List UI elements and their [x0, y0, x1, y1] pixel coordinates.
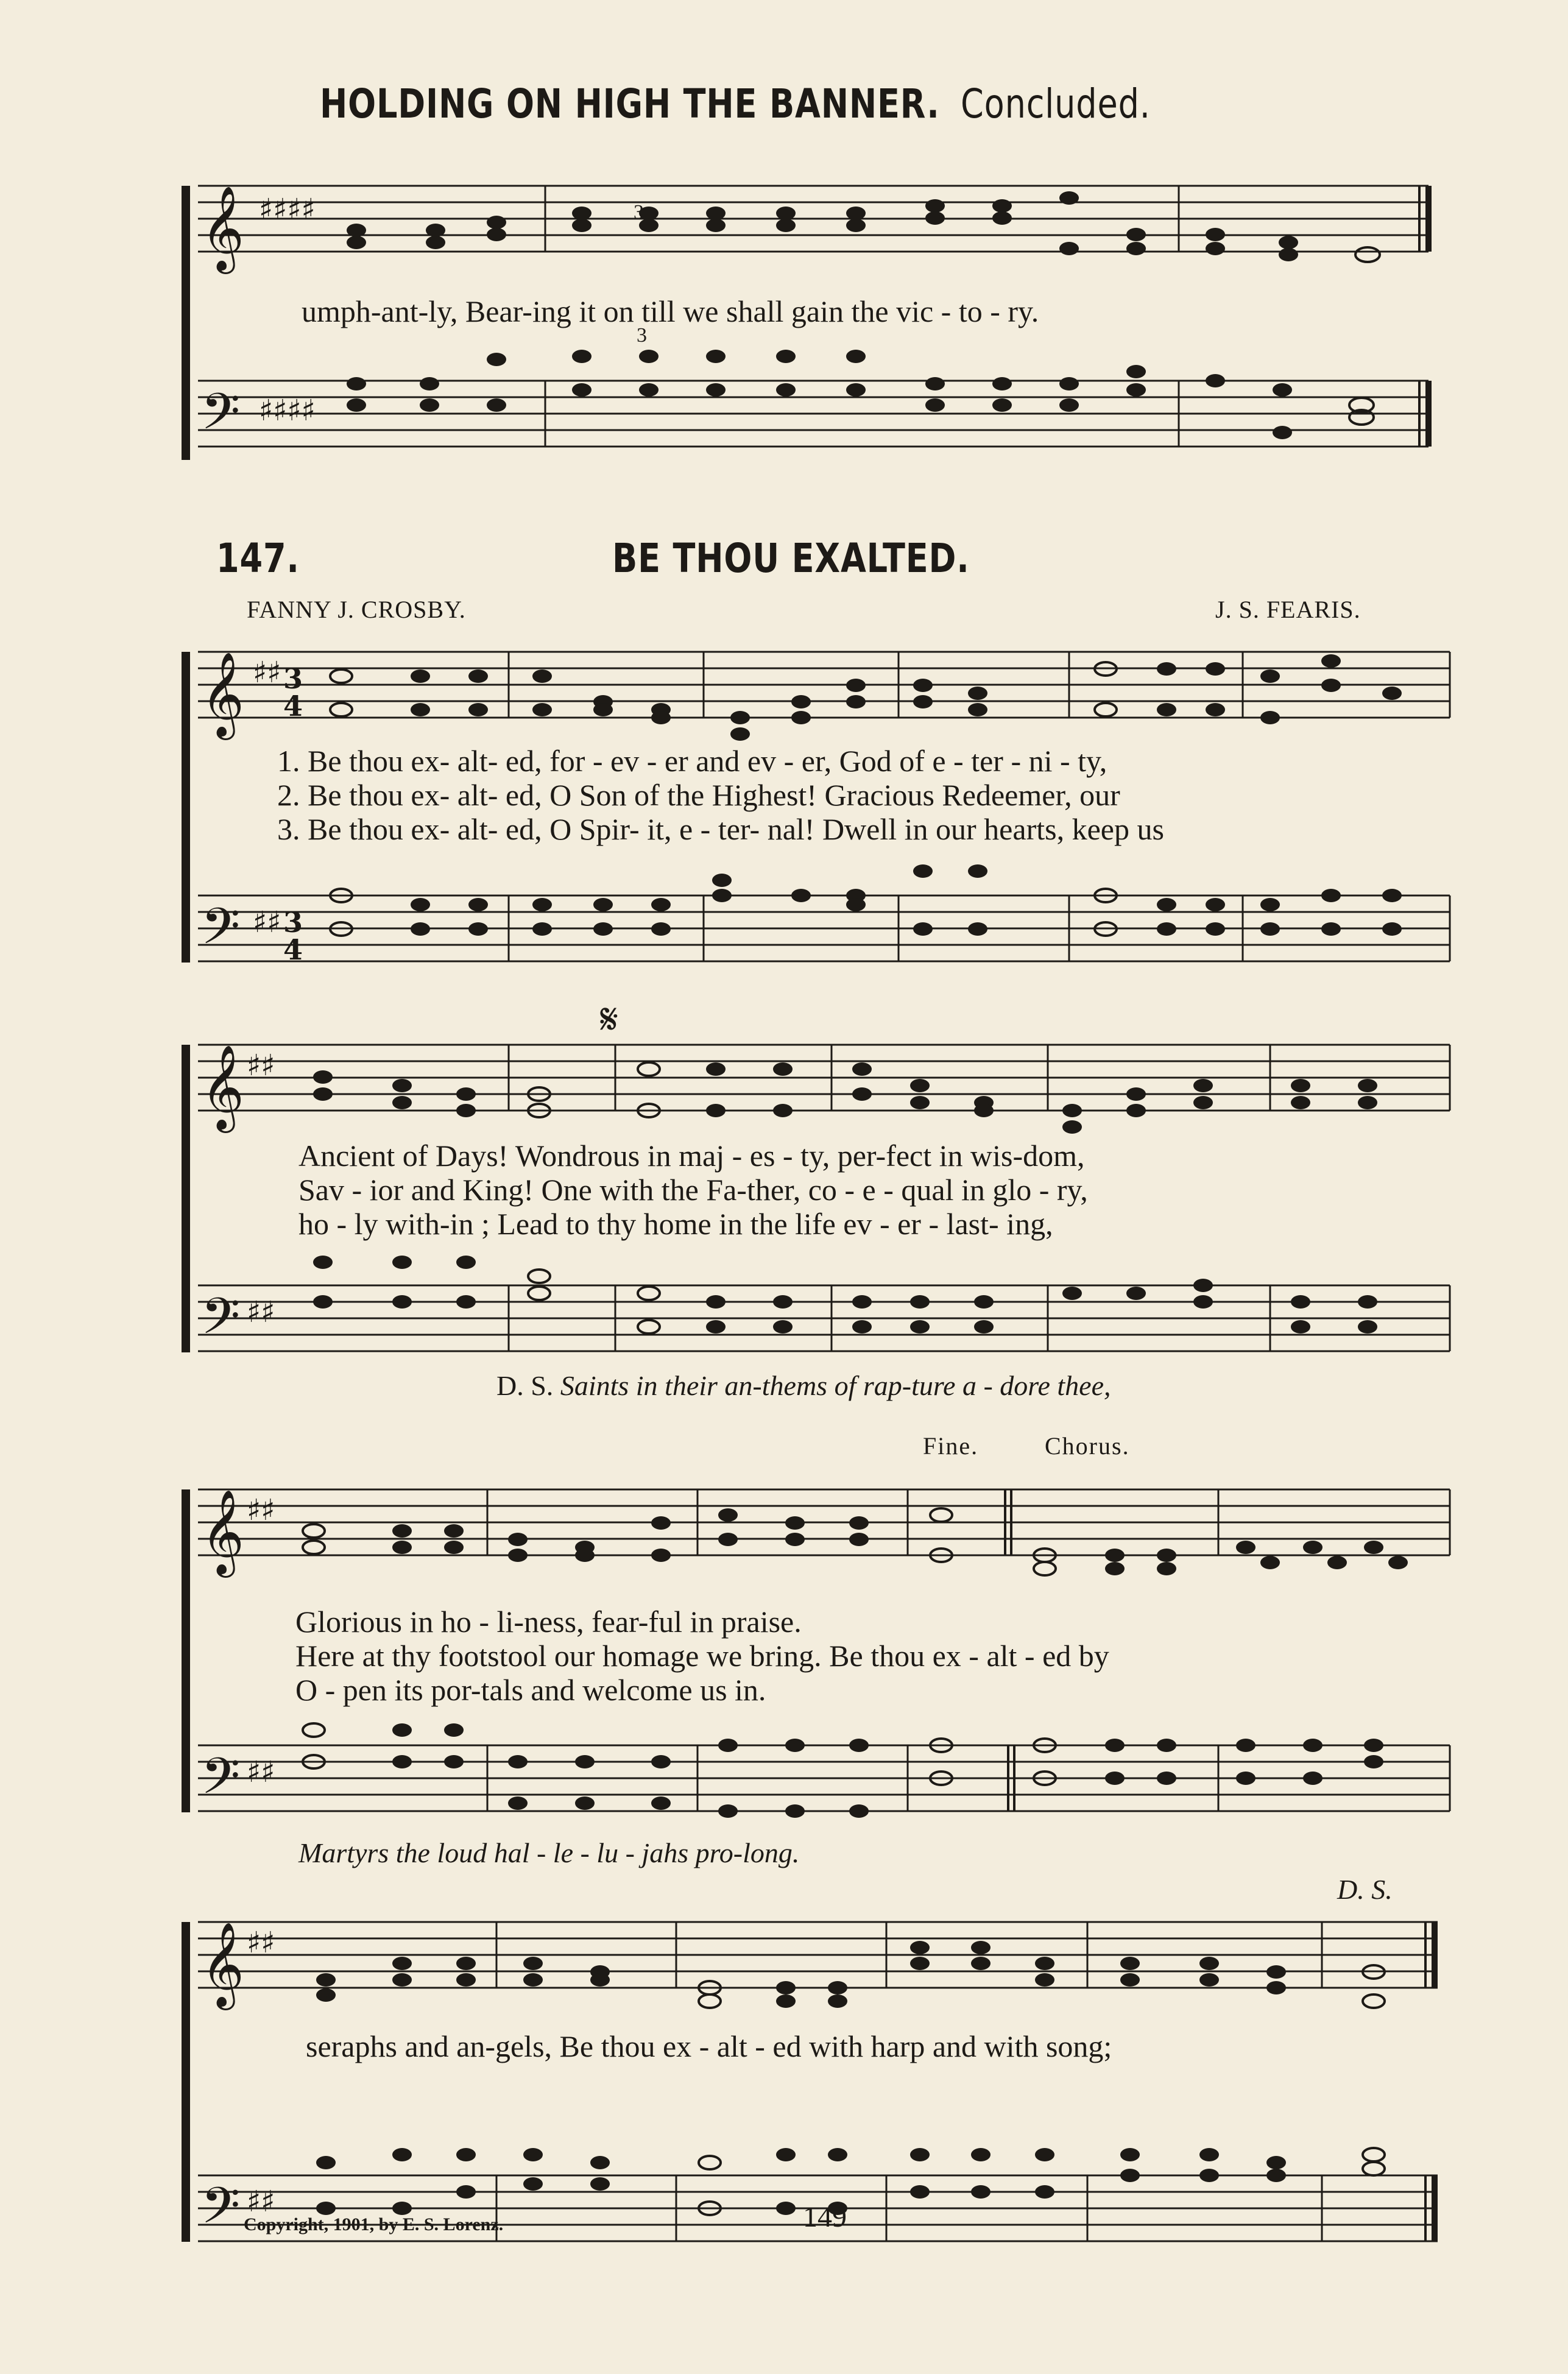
verse-3-line-3: O - pen its por-tals and welcome us in. [295, 1673, 766, 1707]
svg-text:♯♯: ♯♯ [247, 1755, 275, 1789]
svg-text:♯♯♯♯: ♯♯♯♯ [259, 394, 316, 428]
verse-1-line-3: Glorious in ho - li-ness, fear-ful in praise. [295, 1605, 802, 1639]
svg-text:3: 3 [283, 906, 303, 939]
svg-text:𝄞: 𝄞 [201, 652, 244, 737]
hymn-title: BE THOU EXALTED. [612, 535, 970, 582]
hymn-number: 147. [216, 535, 300, 582]
svg-text:𝄢: 𝄢 [201, 897, 241, 968]
verse-2-line-3: Here at thy footstool our homage we bring. Be thou ex - alt - ed by [295, 1639, 1109, 1673]
svg-text:♯♯: ♯♯ [247, 2185, 275, 2219]
ds-label: D. S. [496, 1370, 554, 1401]
verse-3-line-2: ho - ly with-in ; Lead to thy home in the life ev - er - last- ing, [298, 1207, 1053, 1241]
svg-text:𝄞: 𝄞 [201, 1489, 244, 1574]
svg-text:𝄞: 𝄞 [201, 186, 244, 270]
svg-text:𝄢: 𝄢 [201, 1747, 241, 1818]
svg-text:3: 3 [283, 662, 303, 695]
copyright-notice: Copyright, 1901, by E. S. Lorenz. [244, 2214, 504, 2234]
svg-text:𝄢: 𝄢 [201, 1287, 241, 1358]
svg-text:♯♯: ♯♯ [253, 655, 281, 690]
svg-text:♯♯: ♯♯ [253, 905, 281, 939]
lyric-line-concluded: umph-ant-ly, Bear-ing it on till we shall gain the vic - to - ry. [302, 294, 1039, 328]
continued-hymn-name: HOLDING ON HIGH THE BANNER. [320, 80, 940, 127]
svg-text:𝄞: 𝄞 [201, 1045, 244, 1129]
continued-hymn-title [320, 80, 1151, 127]
page-number: 149 [803, 2201, 847, 2233]
composer-credit: J. S. FEARIS. [1215, 596, 1361, 623]
svg-text:𝄞: 𝄞 [201, 1922, 244, 2007]
svg-text:♯♯: ♯♯ [247, 1926, 275, 1960]
segno-icon: 𝄋 [600, 997, 619, 1044]
verse-3-line-1: 3. Be thou ex- alt- ed, O Spir- it, e - ter- nal! Dwell in our hearts, keep us [277, 812, 1164, 846]
svg-text:4: 4 [283, 933, 303, 966]
verse-1-line-2: Ancient of Days! Wondrous in maj - es - ty, per-fect in wis-dom, [298, 1139, 1085, 1173]
svg-text:♯♯♯♯: ♯♯♯♯ [259, 193, 316, 227]
triplet-mark: 3 [637, 324, 647, 347]
lyricist-credit: FANNY J. CROSBY. [247, 596, 466, 623]
fine-marking: Fine. [923, 1432, 979, 1460]
svg-text:𝄢: 𝄢 [201, 2176, 241, 2247]
ds-line [496, 1369, 1111, 1402]
ds-mark: D. S. [1337, 1874, 1393, 1905]
verse-2-line-1: 2. Be thou ex- alt- ed, O Son of the Highest! Gracious Redeemer, our [277, 778, 1120, 812]
staff-system-concluded [180, 177, 1459, 493]
svg-text:♯♯: ♯♯ [247, 1295, 275, 1329]
ds-text: Saints in their an-thems of rap-ture a - dore thee, [560, 1370, 1111, 1401]
martyrs-line: Martyrs the loud hal - le - lu - jahs pro-long. [298, 1837, 800, 1868]
triplet-mark: 3 [634, 201, 644, 224]
svg-text:♯♯: ♯♯ [247, 1048, 275, 1083]
svg-text:𝄢: 𝄢 [201, 382, 241, 453]
verse-1-line-1: 1. Be thou ex- alt- ed, for - ev - er and ev - er, God of e - ter - ni - ty, [277, 744, 1107, 778]
verse-2-line-2: Sav - ior and King! One with the Fa-ther, co - e - qual in glo - ry, [298, 1173, 1088, 1207]
svg-text:4: 4 [283, 690, 303, 722]
chorus-marking: Chorus. [1045, 1432, 1130, 1460]
svg-text:♯♯: ♯♯ [247, 1493, 275, 1527]
staff-system-4 [180, 1910, 1465, 2251]
chorus-lyric-line: seraphs and an-gels, Be thou ex - alt - ed with harp and with song; [306, 2029, 1112, 2063]
continued-hymn-suffix: Concluded. [961, 80, 1151, 127]
